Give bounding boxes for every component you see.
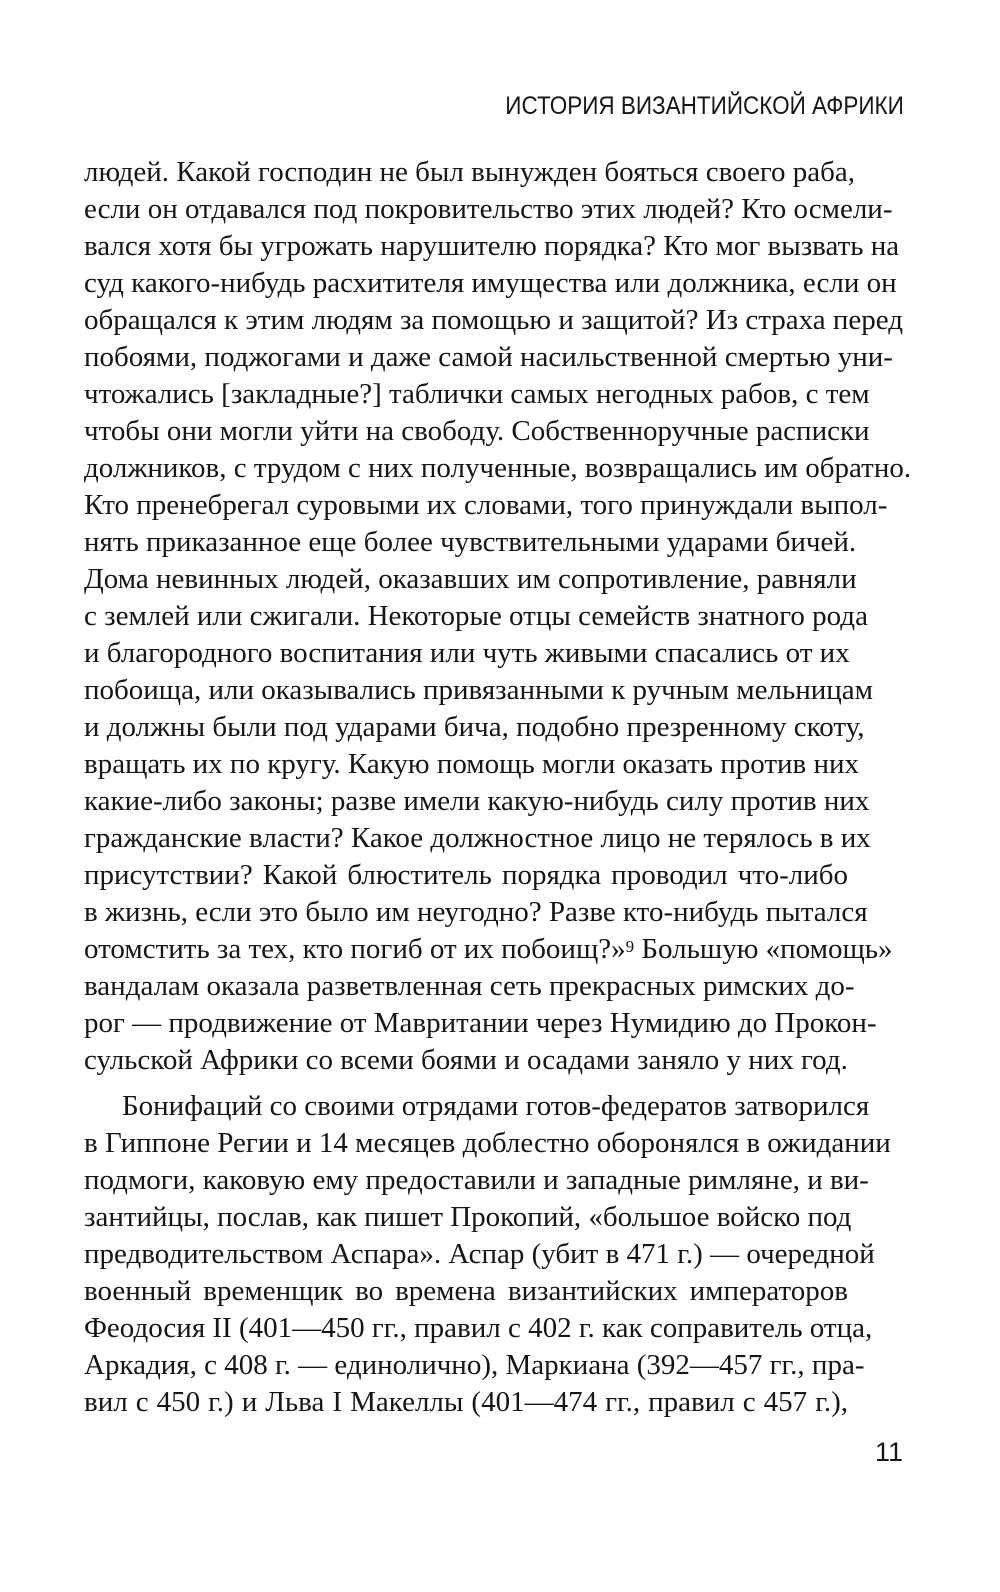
text-line: с землей или сжигали. Некоторые отцы семейств знатного рода (84, 600, 868, 632)
text-line: Аркадия, с 408 г. — единолично), Маркиана (392—457 гг., пра- (84, 1349, 865, 1381)
footnote-reference[interactable]: 9 (625, 937, 635, 956)
running-head: ИСТОРИЯ ВИЗАНТИЙСКОЙ АФРИКИ (505, 92, 904, 120)
text-line: Кто пренебрегал суровыми их словами, того принуждали выпол- (84, 489, 888, 521)
text-fragment: отомстить за тех, кто погиб от их побоищ?» (84, 933, 626, 965)
text-line: сульской Африки со всеми боями и осадами заняло у них год. (84, 1044, 848, 1076)
text-line: Бонифаций со своими отрядами готов-федератов затворился (122, 1090, 870, 1122)
text-line: и благородного воспитания или чуть живыми спасались от их (84, 637, 850, 669)
text-line: рог — продвижение от Мавритании через Нумидию до Прокон- (84, 1007, 877, 1039)
text-line: подмоги, каковую ему предоставили и западные римляне, и ви- (84, 1164, 869, 1196)
text-fragment: Большую «помощь» (634, 933, 893, 965)
text-line: должников, с трудом с них полученные, возвращались им обратно. (84, 452, 912, 484)
text-line: суд какого-нибудь расхитителя имущества или должника, если он (84, 267, 897, 299)
text-line: какие-либо законы; разве имели какую-нибудь силу против них (84, 785, 870, 817)
text-line: Дома невинных людей, оказавших им сопротивление, равняли (84, 563, 857, 595)
text-line: побоища, или оказывались привязанными к ручным мельницам (84, 674, 874, 706)
text-line: в жизнь, если это было им неугодно? Разве кто-нибудь пытался (84, 896, 868, 928)
text-line: гражданские власти? Какое должностное лицо не терялось в их (84, 822, 871, 854)
text-line: военный временщик во времена византийских императоров (84, 1275, 848, 1307)
text-line: если он отдавался под покровительство этих людей? Кто осмели- (84, 193, 893, 225)
text-line: обращался к этим людям за помощью и защитой? Из страха перед (84, 304, 903, 336)
text-line: чтожались [закладные?] таблички самых негодных рабов, с тем (84, 378, 870, 410)
text-line: вандалам оказала разветвленная сеть прекрасных римских до- (84, 970, 855, 1002)
text-line: присутствии? Какой блюститель порядка проводил что-либо (84, 859, 848, 891)
text-line: Феодосия II (401—450 гг., правил с 402 г. как соправитель отца, (84, 1312, 873, 1344)
text-line: вался хотя бы угрожать нарушителю порядка? Кто мог вызвать на (84, 230, 900, 262)
text-line: вил с 450 г.) и Льва I Макеллы (401—474 гг., правил с 457 г.), (84, 1386, 848, 1418)
text-line: побоями, поджогами и даже самой насильственной смертью уни- (84, 341, 893, 373)
text-line: в Гиппоне Регии и 14 месяцев доблестно оборонялся в ожидании (84, 1127, 891, 1159)
page-number: 11 (874, 1437, 903, 1467)
text-line: нять приказанное еще более чувствительными ударами бичей. (84, 526, 857, 558)
text-line: предводительством Аспара». Аспар (убит в 471 г.) — очередной (84, 1238, 875, 1270)
text-line: и должны были под ударами бича, подобно презренному скоту, (84, 711, 865, 743)
text-line: зантийцы, послав, как пишет Прокопий, «большое войско под (84, 1201, 852, 1233)
text-line: людей. Какой господин не был вынужден бояться своего раба, (84, 156, 856, 188)
text-line-with-footnote (84, 931, 893, 968)
text-line: чтобы они могли уйти на свободу. Собственноручные расписки (84, 415, 870, 447)
text-line: вращать их по кругу. Какую помощь могли оказать против них (84, 748, 860, 780)
